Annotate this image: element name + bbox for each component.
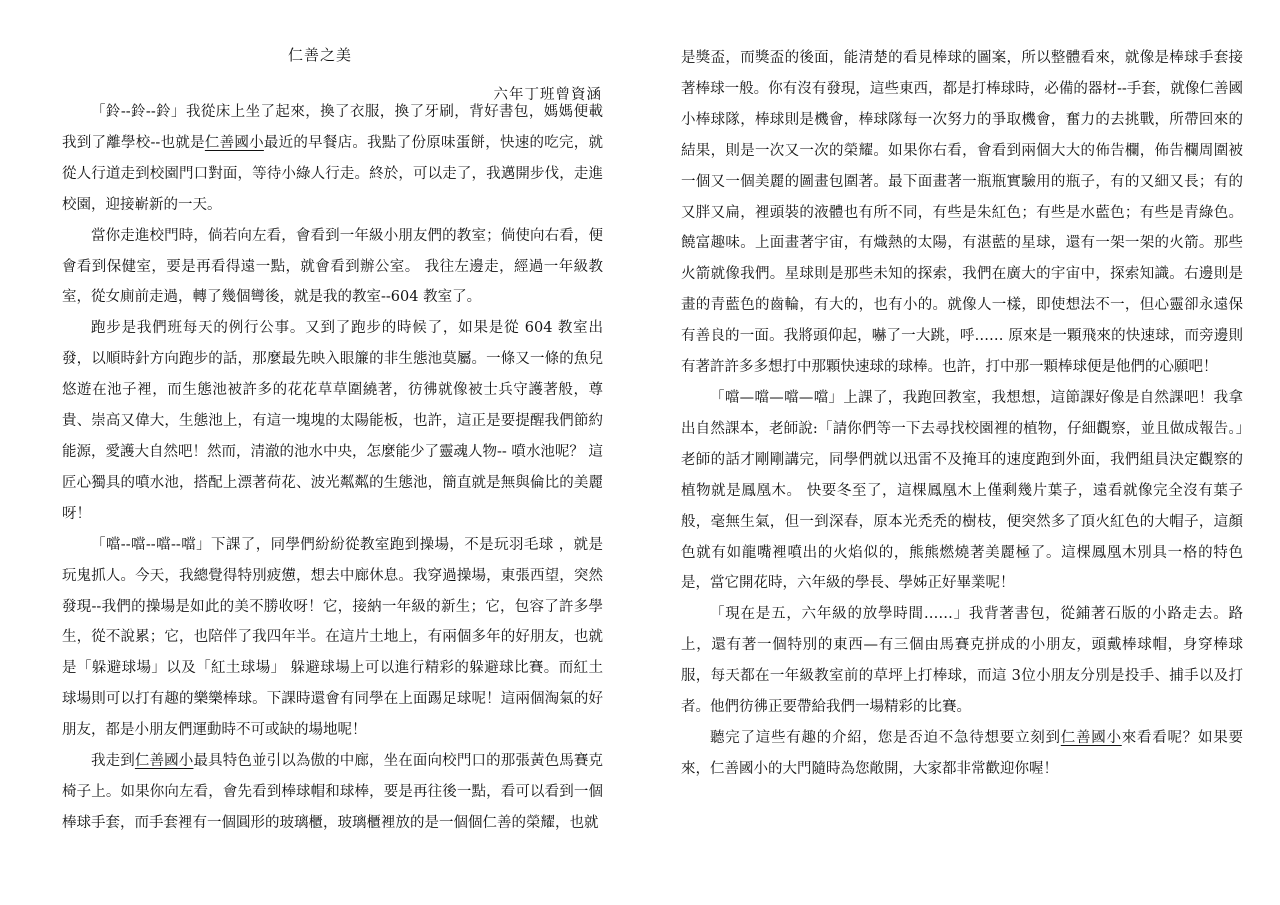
paragraph-5 bbox=[62, 746, 603, 839]
paragraph-8 bbox=[681, 723, 1243, 785]
paragraph-3: 跑步是我們班每天的例行公事。又到了跑步的時候了，如果是從 604 教室出發，以順時針方向跑步的話，那麼最先映入眼簾的非生態池莫屬。一條又一條的魚兒悠遊在池子裡，而生態池被許多的花花草草圍繞著，彷彿就像被士兵守護著般，尊貴、崇高又偉大，生態池上，有這一塊塊的太陽能板，也許，這正是要提醒我們節約能源，愛護大自然吧！然而，清澈的池水中央，怎麼能少了靈魂人物-- 噴水池呢？ 這匠心獨具的噴水池，搭配上漂著荷花、波光粼粼的生態池，簡直就是無與倫比的美麗呀！ bbox=[62, 320, 604, 522]
left-column bbox=[62, 97, 603, 839]
paragraph-7: 「現在是五，六年級的放學時間……」我背著書包，從鋪著石版的小路走去。路上，還有著一個特別的東西—有三個由馬賽克拼成的小朋友，頭戴棒球帽，身穿棒球服，每天都在一年級教室前的草坪上打棒球，而這 3位小朋友分別是投手、捕手以及打者。他們彷彿正要帶給我們一場精彩的比賽。 bbox=[681, 606, 1243, 716]
paragraph-8-text-b: 來看看呢？如果要來，仁善國小的大門隨時為您敞開，大家都非常歡迎你喔！ bbox=[681, 729, 1243, 777]
paragraph-5-text-b: 最具特色並引以為傲的中廊，坐在面向校門口的那張黃色馬賽克椅子上。如果你向左看，會先看到棒球帽和球棒，要是再往後一點，看可以看到一個棒球手套，而手套裡有一個圓形的玻璃櫃，玻璃櫃裡放的是一個個仁善的榮耀，也就 bbox=[62, 753, 604, 831]
essay-author: 六年丁班曾資涵 bbox=[493, 87, 602, 103]
paragraph-8-text-a: 聽完了這些有趣的介紹，您是否迫不急待想要立刻到 bbox=[710, 729, 1061, 746]
paragraph-1-text-b: 最近的早餐店。我點了份原味蛋餅，快速的吃完，就從人行道走到校園門口對面，等待小綠人行走。終於，可以走了，我邁開步伐，走進校園，迎接嶄新的一天。 bbox=[62, 134, 604, 213]
school-name-underlined: 仁善國小 bbox=[134, 753, 194, 770]
paragraph-6: 「噹—噹—噹—噹」上課了，我跑回教室，我想想，這節課好像是自然課吧！我拿出自然課本，老師說:「請你們等一下去尋找校園裡的植物，仔細觀察，並且做成報告。」老師的話才剛剛講完，同學們就以迅雷不及掩耳的速度跑到外面，我們組員決定觀察的植物就是鳳凰木。 快要冬至了，這棵鳳凰木上僅剩幾片葉子，遠看就像完全沒有葉子般，毫無生氣，但一到深春，原本光禿禿的樹枝，便突然多了頂火紅色的大帽子，這顏色就有如龍嘴裡噴出的火焰似的，熊熊燃燒著美麗極了。這棵鳳凰木別具一格的特色是，當它開花時，六年級的學長、學姊正好畢業呢！ bbox=[681, 389, 1243, 592]
paragraph-5-text-a: 我走到 bbox=[91, 753, 135, 770]
right-page bbox=[640, 0, 1280, 905]
paragraph-1-text-a: 「鈴--鈴--鈴」我從床上坐了起來，換了衣服，換了牙刷，背好書包，媽媽便載我到了離學校--也就是 bbox=[62, 104, 603, 151]
paragraph-4: 「噹--噹--噹--噹」下課了，同學們紛紛從教室跑到操場，不是玩羽毛球 ，就是玩鬼抓人。今天，我總覺得特別疲憊，想去中廊休息。我穿過操場，東張西望，突然發現--我們的操場是如此的美不勝收呀！它，接納一年級的新生；它，包容了許多學生，從不說累；它，也陪伴了我四年半。在這片土地上，有兩個多年的好朋友，也就是「躲避球場」以及「紅土球場」 躲避球場上可以進行精彩的躲避球比賽。而紅土球場則可以打有趣的樂樂棒球。下課時還會有同學在上面踢足球呢！這兩個淘氣的好朋友，都是小朋友們運動時不可或缺的場地呢！ bbox=[62, 536, 603, 739]
school-name-underlined: 仁善國小 bbox=[1060, 729, 1122, 746]
paragraph-1 bbox=[62, 97, 603, 221]
paragraph-5-continued: 是獎盃，而獎盃的後面，能清楚的看見棒球的圖案，所以整體看來，就像是棒球手套接著棒球一般。你有沒有發現，這些東西，都是打棒球時，必備的器材--手套，就像仁善國小棒球隊，棒球則是機會，棒球隊每一次努力的爭取機會，奮力的去挑戰，所帶回來的結果，則是一次又一次的榮耀。如果你右看，會看到兩個大大的佈告欄，佈告欄周圍被一個又一個美麗的圖畫包圍著。最下面畫著一瓶瓶實驗用的瓶子，有的又細又長；有的又胖又扁，裡頭裝的液體也有所不同，有些是朱紅色；有些是水藍色；有些是青綠色。饒富趣味。上面畫著宇宙，有熾熱的太陽，有湛藍的星球，還有一架一架的火箭。那些火箭就像我們。星球則是那些未知的探索，我們在廣大的宇宙中，探索知識。右邊則是畫的青藍色的齒輪，有大的，也有小的。就像人一樣，即使想法不一，但心靈卻永遠保有善良的一面。我將頭仰起，嚇了一大跳，呼…… 原來是一顆飛來的快速球，而旁邊則有著許許多多想打中那顆快速球的球棒。也許，打中那一顆棒球便是他們的心願吧！ bbox=[681, 50, 1243, 376]
right-column bbox=[681, 43, 1243, 785]
essay-title: 仁善之美 bbox=[287, 46, 352, 64]
paragraph-2: 當你走進校門時，倘若向左看，會看到一年級小朋友們的教室；倘使向右看，便會看到保健室，要是再看得遠一點，就會看到辦公室。 我往左邊走，經過一年級教室，從女廁前走過，轉了幾個彎後，就是我的教室--604 教室了。 bbox=[62, 227, 603, 306]
school-name-underlined: 仁善國小 bbox=[204, 134, 264, 151]
